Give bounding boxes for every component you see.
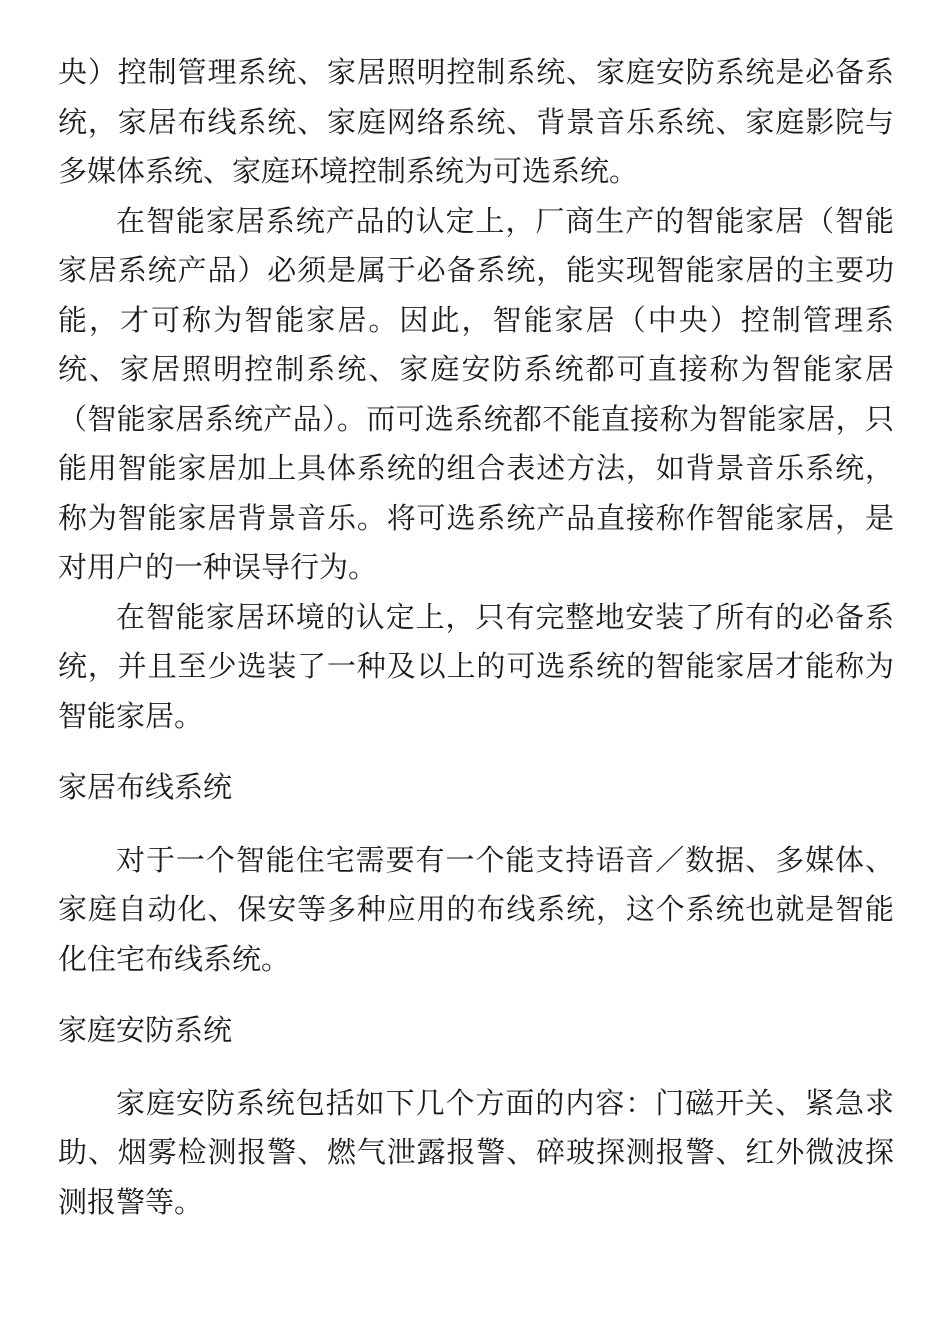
section-heading-wiring: 家居布线系统: [58, 770, 233, 804]
section-heading-security: 家庭安防系统: [58, 1013, 233, 1047]
paragraph-continued: 央）控制管理系统、家居照明控制系统、家庭安防系统是必备系统，家居布线系统、家庭网络系统、背景音乐系统、家庭影院与多媒体系统、家庭环境控制系统为可选系统。: [58, 55, 894, 188]
paragraph-product-definition: 在智能家居系统产品的认定上，厂商生产的智能家居（智能家居系统产品）必须是属于必备系统，能实现智能家居的主要功能，才可称为智能家居。因此，智能家居（中央）控制管理系统、家居照明控制系统、家庭安防系统都可直接称为智能家居（智能家居系统产品）。而可选系统都不能直接称为智能家居，只能用智能家居加上具体系统的组合表述方法，如背景音乐系统，称为智能家居背景音乐。将可选系统产品直接称作智能家居，是对用户的一种误导行为。: [58, 203, 894, 584]
paragraph-security: 家庭安防系统包括如下几个方面的内容：门磁开关、紧急求助、烟雾检测报警、燃气泄露报警、碎玻探测报警、红外微波探测报警等。: [58, 1085, 894, 1219]
document-page: [58, 48, 894, 1227]
paragraph-environment-definition: 在智能家居环境的认定上，只有完整地安装了所有的必备系统，并且至少选装了一种及以上的可选系统的智能家居才能称为智能家居。: [58, 599, 894, 733]
paragraph-wiring: 对于一个智能住宅需要有一个能支持语音／数据、多媒体、家庭自动化、保安等多种应用的布线系统，这个系统也就是智能化住宅布线系统。: [58, 842, 894, 976]
